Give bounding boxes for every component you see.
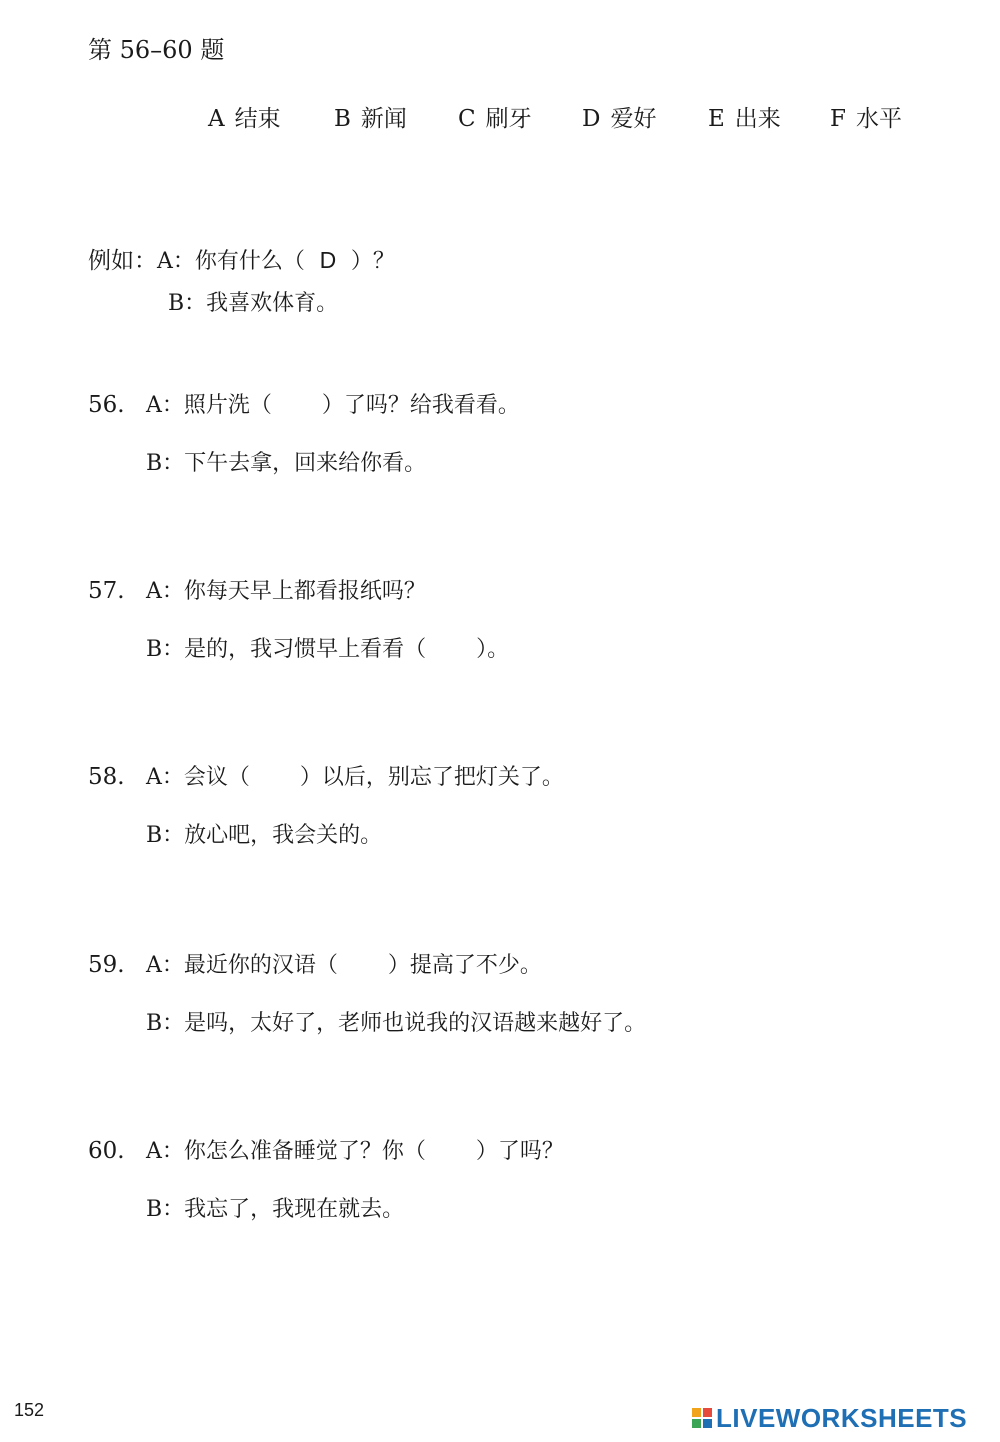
question-58-line-a: 58. A：会议（ ）以后，别忘了把灯关了。	[88, 764, 564, 790]
question-57-line-a: 57. A：你每天早上都看报纸吗？	[88, 578, 426, 604]
option-c: C 刷牙	[458, 106, 532, 132]
question-60-line-b: B：我忘了，我现在就去。	[146, 1197, 405, 1222]
word-options	[208, 100, 928, 140]
question-59-line-a: 59. A：最近你的汉语（ ）提高了不少。	[88, 952, 542, 978]
logo-square	[692, 1419, 701, 1428]
liveworksheets-brand[interactable]	[692, 1402, 992, 1434]
logo-square	[692, 1408, 701, 1417]
question-56-line-a: 56. A：照片洗（ ）了吗？给我看看。	[88, 392, 520, 418]
question-number: 59.	[88, 952, 125, 978]
example-line-a: 例如：A：你有什么（ D ）？	[88, 247, 395, 274]
question-59-line-b: B：是吗，太好了，老师也说我的汉语越来越好了。	[146, 1011, 647, 1036]
option-b: B 新闻	[334, 106, 407, 132]
brand-text: LIVEWORKSHEETS	[716, 1402, 968, 1433]
question-57-line-b: B：是的，我习惯早上看看（ ）。	[146, 637, 510, 662]
option-e: E 出来	[708, 106, 781, 132]
option-f: F 水平	[830, 106, 902, 132]
liveworksheets-logo-icon	[692, 1408, 712, 1428]
question-number: 58.	[88, 764, 125, 790]
question-60-line-a: 60. A：你怎么准备睡觉了？你（ ）了吗？	[88, 1138, 564, 1164]
question-number: 57.	[88, 578, 125, 604]
example-answer: D	[319, 247, 337, 273]
question-number: 60.	[88, 1138, 125, 1164]
option-a: A 结束	[208, 106, 281, 132]
page-number: 152	[14, 1400, 45, 1420]
question-56-line-b: B：下午去拿，回来给你看。	[146, 451, 427, 476]
question-58-line-b: B：放心吧，我会关的。	[146, 823, 383, 848]
logo-square	[703, 1419, 712, 1428]
option-d: D 爱好	[582, 106, 657, 132]
example-line-b: B：我喜欢体育。	[168, 291, 339, 316]
question-number: 56.	[88, 392, 125, 418]
example-label: 例如：	[88, 248, 157, 274]
logo-square	[703, 1408, 712, 1417]
section-heading: 第 56–60 题	[88, 36, 225, 64]
